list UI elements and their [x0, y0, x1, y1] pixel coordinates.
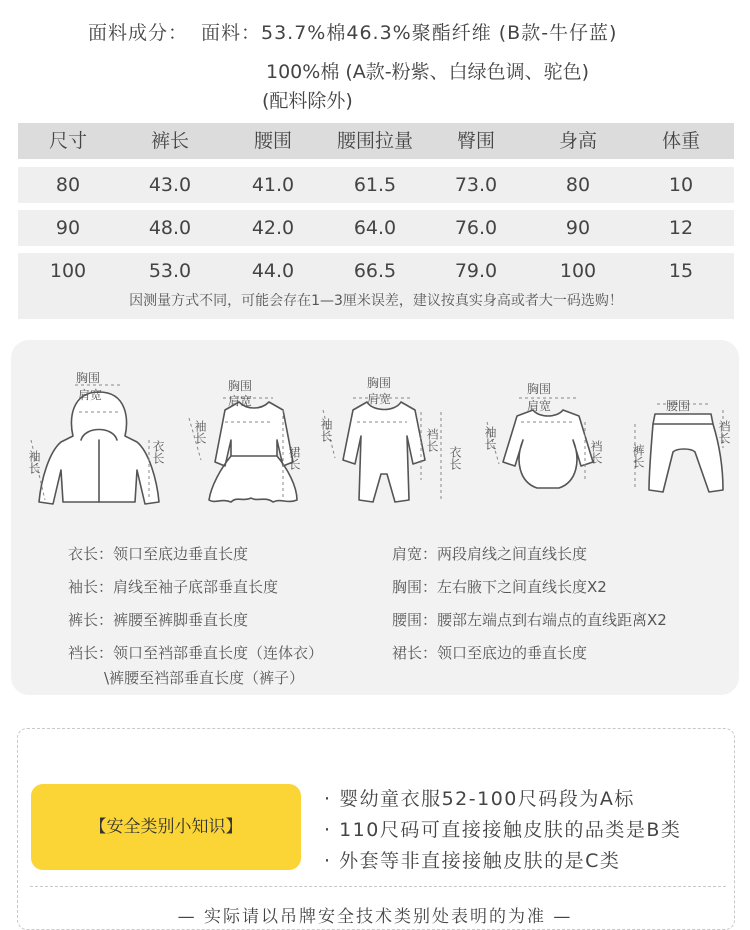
table-cell: 41.0 [251, 174, 295, 196]
safety-divider [30, 886, 726, 887]
header-pants-length: 裤长 [150, 130, 190, 152]
label-shoulder: 肩宽 [367, 392, 392, 406]
table-cell: 64.0 [353, 217, 397, 239]
definition-item: 袖长：肩线至袖子底部垂直长度 [68, 578, 279, 596]
label-crotch: 裆长 [717, 420, 731, 444]
label-shoulder: 肩宽 [78, 388, 103, 402]
header-hip: 臀围 [456, 130, 496, 152]
label-waist: 腰围 [666, 399, 691, 413]
label-sleeve: 袖长 [483, 426, 497, 450]
safety-title: 【安全类别小知识】 [89, 817, 243, 837]
label-chest: 胸围 [228, 379, 253, 393]
label-crotch: 裆长 [589, 440, 603, 464]
fabric-line-1: 面料：53.7%棉46.3%聚酯纤维 (B款-牛仔蓝) [201, 22, 618, 44]
table-cell: 53.0 [148, 260, 192, 282]
table-cell: 43.0 [148, 174, 192, 196]
romper-illustration [343, 402, 425, 502]
label-chest: 胸围 [367, 376, 392, 390]
table-cell: 61.5 [353, 174, 397, 196]
table-cell: 80 [565, 174, 591, 196]
table-cell: 44.0 [251, 260, 295, 282]
table-cell: 12 [668, 217, 694, 239]
definition-item: 肩宽：两段肩线之间直线长度 [392, 545, 588, 563]
label-crotch: 裆长 [425, 428, 439, 452]
definition-item: 裆长：领口至裆部垂直长度（连体衣） [68, 644, 324, 662]
fabric-label: 面料成分： [88, 22, 189, 44]
table-cell: 10 [668, 174, 694, 196]
label-pants: 裤长 [631, 444, 645, 468]
measurement-note: 因测量方式不同，可能会存在1—3厘米误差，建议按真实身高或者大一码选购！ [129, 293, 623, 309]
table-cell: 100 [49, 260, 87, 282]
label-chest: 胸围 [76, 371, 101, 385]
table-cell: 79.0 [454, 260, 498, 282]
definition-item: 胸围：左右腋下之间直线长度X2 [392, 578, 607, 596]
definition-item: 腰围：腰部左端点到右端点的直线距离X2 [392, 611, 667, 629]
size-table-header [18, 123, 734, 159]
table-cell: 76.0 [454, 217, 498, 239]
label-sleeve: 袖长 [193, 420, 207, 444]
label-shoulder: 肩宽 [527, 399, 552, 413]
table-cell: 15 [668, 260, 694, 282]
label-shoulder: 肩宽 [228, 394, 253, 408]
hoodie-illustration [39, 392, 159, 504]
table-cell: 66.5 [353, 260, 397, 282]
header-waist: 腰围 [253, 130, 293, 152]
table-cell: 90 [55, 217, 81, 239]
label-length: 衣长 [448, 446, 462, 470]
safety-bullet: · 外套等非直接接触皮肤的是C类 [324, 850, 621, 872]
label-chest: 胸围 [527, 382, 552, 396]
table-cell: 48.0 [148, 217, 192, 239]
fabric-line-3: (配料除外) [262, 90, 353, 112]
safety-bullet: · 婴幼童衣服52-100尺码段为A标 [324, 788, 635, 810]
table-cell: 100 [559, 260, 597, 282]
label-sleeve: 袖长 [319, 418, 333, 442]
definition-item: 裙长：领口至底边的垂直长度 [392, 644, 588, 662]
dress-illustration [209, 402, 297, 502]
garment-illustrations [11, 340, 739, 530]
pants-illustration [649, 414, 723, 492]
table-row [18, 210, 734, 246]
label-length: 衣长 [151, 440, 165, 464]
header-height: 身高 [558, 130, 598, 152]
header-weight: 体重 [661, 130, 701, 152]
definition-item: 裤长：裤腰至裤脚垂直长度 [68, 611, 249, 629]
label-skirt: 裙长 [287, 446, 301, 470]
safety-footer: — 实际请以吊牌安全技术类别处表明的为准 — [177, 907, 573, 927]
fabric-line-2: 100%棉 (A款-粉紫、白绿色调、驼色) [266, 61, 590, 83]
table-row [18, 167, 734, 203]
table-cell: 80 [55, 174, 81, 196]
header-size: 尺寸 [48, 130, 88, 152]
definition-item: \裤腰至裆部垂直长度（裤子） [104, 669, 305, 687]
definition-item: 衣长：领口至底边垂直长度 [68, 545, 249, 563]
table-cell: 90 [565, 217, 591, 239]
table-cell: 73.0 [454, 174, 498, 196]
table-cell: 42.0 [251, 217, 295, 239]
safety-bullet: · 110尺码可直接接触皮肤的品类是B类 [324, 819, 682, 841]
label-sleeve: 袖长 [27, 450, 41, 474]
header-waist-stretch: 腰围拉量 [336, 130, 414, 152]
